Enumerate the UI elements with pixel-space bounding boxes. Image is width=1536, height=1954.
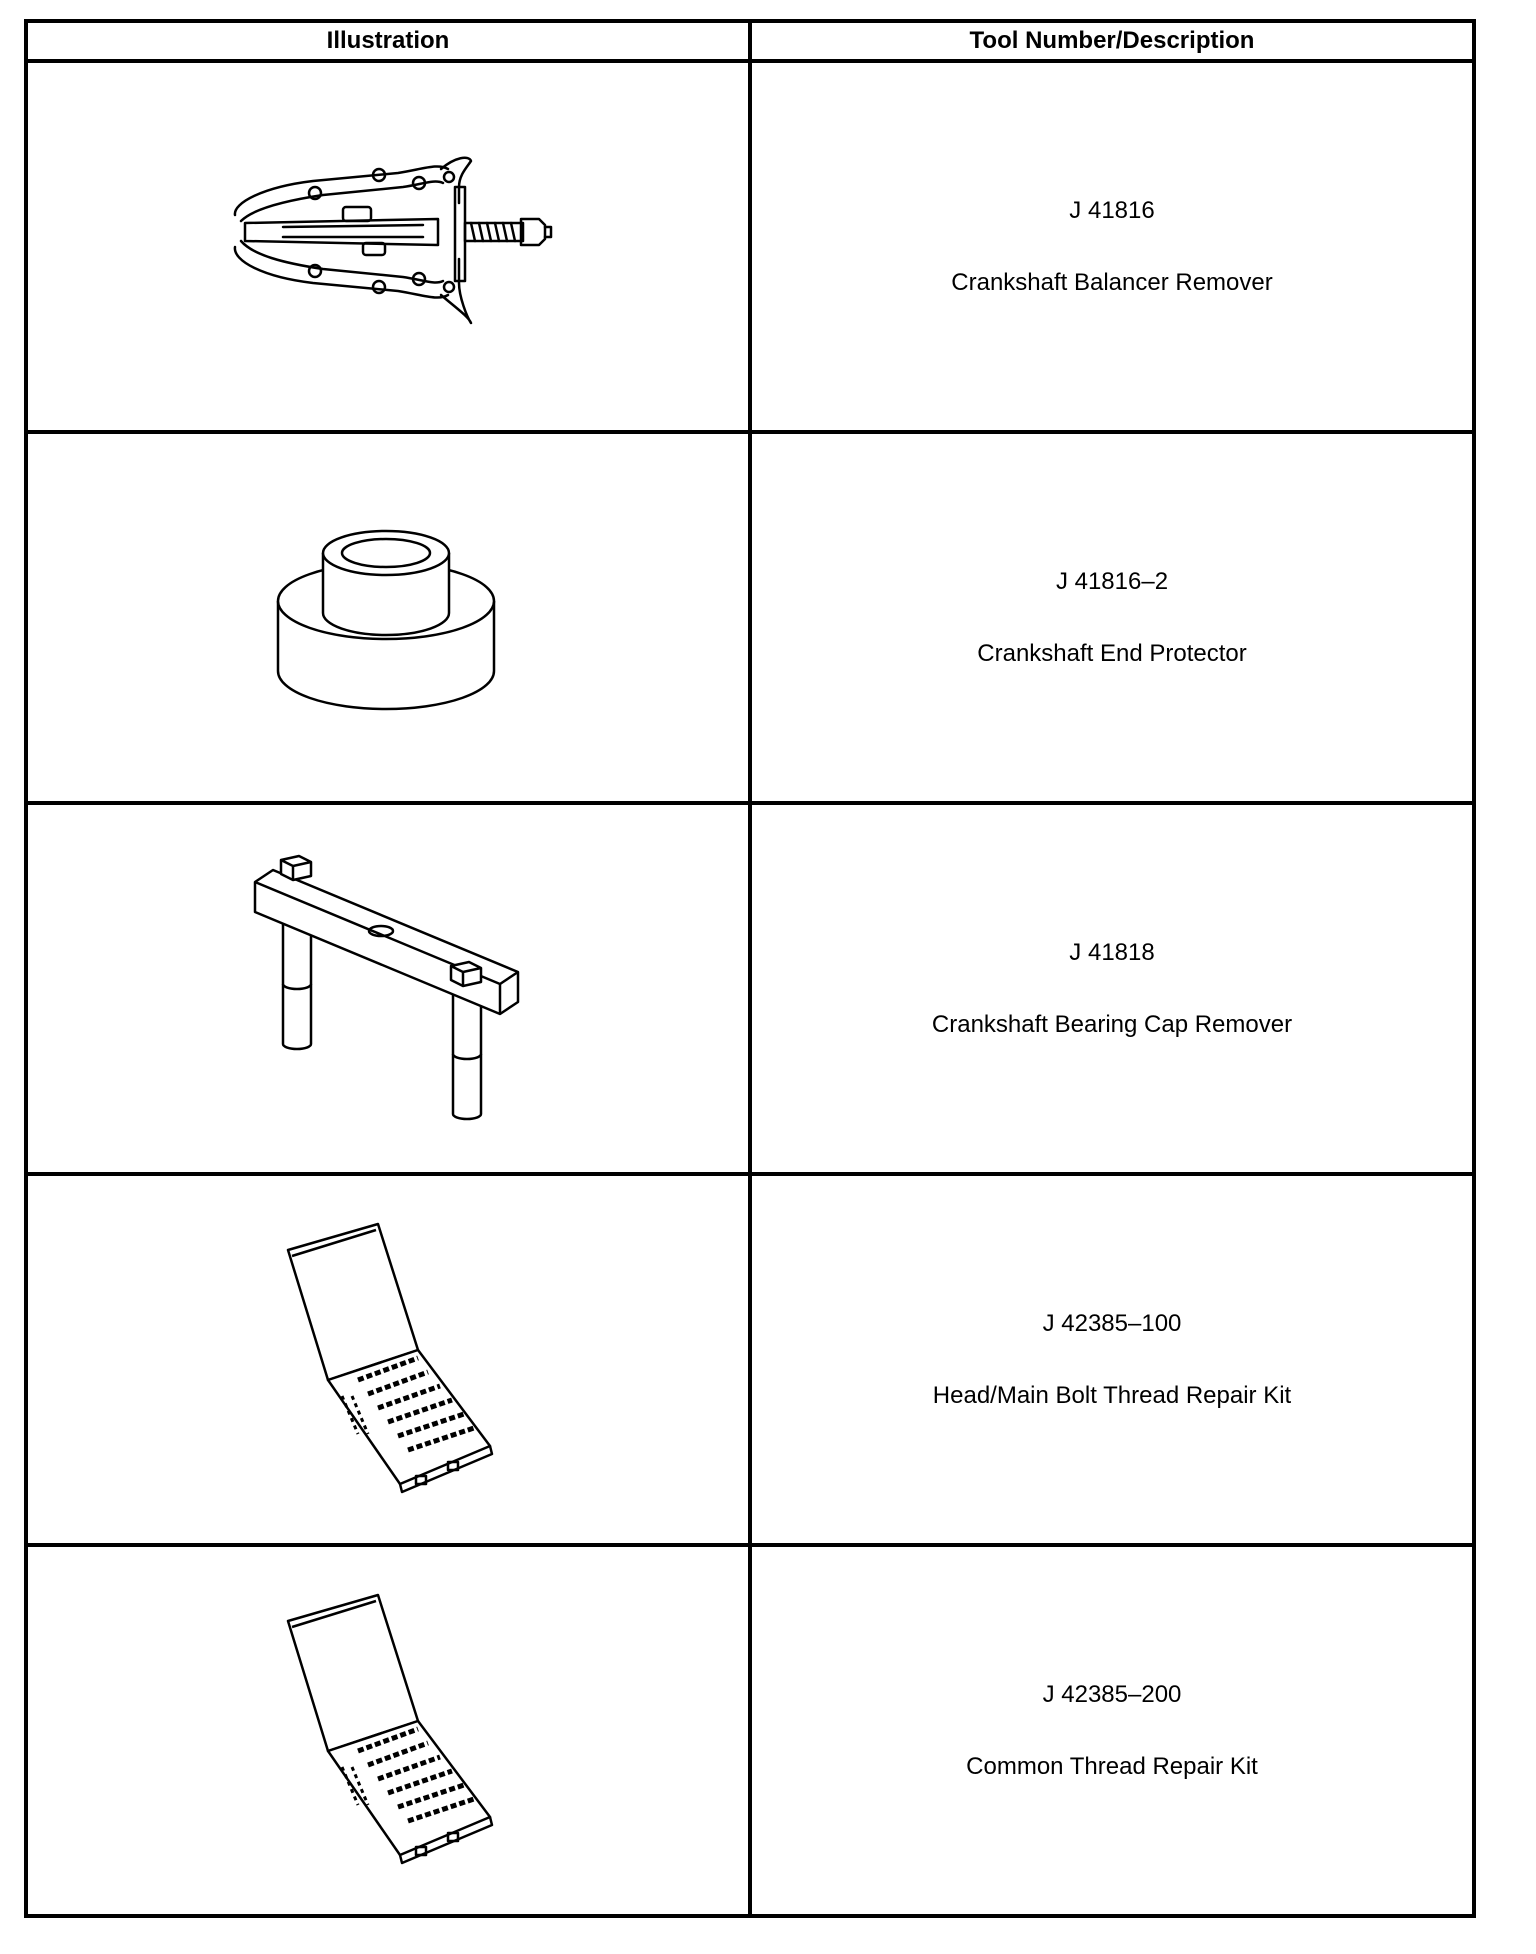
tool-description: Head/Main Bolt Thread Repair Kit bbox=[932, 1381, 1292, 1409]
thread-repair-kit-icon bbox=[268, 1591, 508, 1871]
bearing-cap-remover-icon bbox=[253, 854, 523, 1124]
illustration-cell bbox=[26, 432, 750, 803]
illustration-cell bbox=[26, 1174, 750, 1545]
tool-number: J 42385–200 bbox=[1042, 1680, 1182, 1708]
illustration-cell bbox=[26, 61, 750, 432]
description-cell bbox=[750, 1174, 1474, 1545]
tool-number: J 41816–2 bbox=[1055, 567, 1169, 595]
tool-description: Crankshaft Balancer Remover bbox=[951, 268, 1273, 296]
table-row bbox=[26, 1545, 1474, 1916]
description-cell bbox=[750, 432, 1474, 803]
table-row bbox=[26, 61, 1474, 432]
description-cell bbox=[750, 1545, 1474, 1916]
tool-number: J 42385–100 bbox=[1042, 1309, 1182, 1337]
header-tool-description: Tool Number/Description bbox=[750, 21, 1474, 61]
tool-number: J 41818 bbox=[1069, 938, 1155, 966]
tool-description: Crankshaft End Protector bbox=[977, 639, 1247, 667]
tool-number: J 41816 bbox=[1069, 196, 1155, 224]
thread-repair-kit-icon bbox=[268, 1220, 508, 1500]
puller-icon bbox=[223, 147, 553, 347]
header-row bbox=[26, 21, 1474, 61]
table-row bbox=[26, 432, 1474, 803]
illustration-cell bbox=[26, 1545, 750, 1916]
illustration-cell bbox=[26, 803, 750, 1174]
table-row bbox=[26, 1174, 1474, 1545]
description-cell bbox=[750, 61, 1474, 432]
header-illustration: Illustration bbox=[26, 21, 750, 61]
table-row bbox=[26, 803, 1474, 1174]
end-protector-icon bbox=[273, 513, 503, 723]
tool-table bbox=[24, 19, 1476, 1918]
tool-description: Common Thread Repair Kit bbox=[966, 1752, 1258, 1780]
description-cell bbox=[750, 803, 1474, 1174]
tool-description: Crankshaft Bearing Cap Remover bbox=[931, 1010, 1293, 1038]
